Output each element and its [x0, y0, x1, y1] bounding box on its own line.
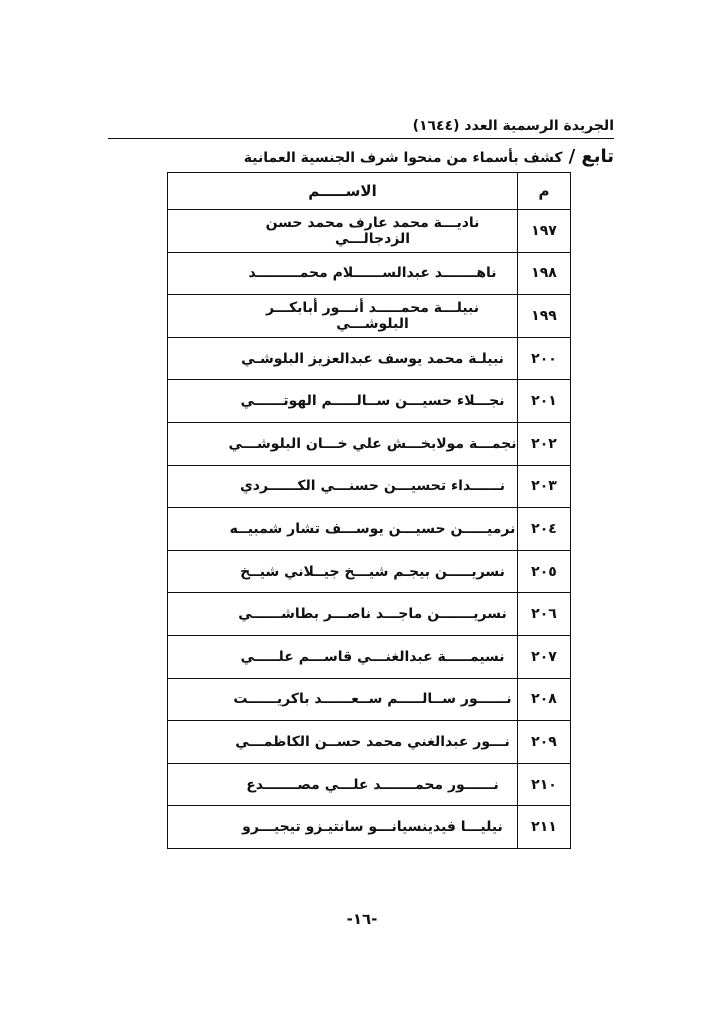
- row-number: ٢٠٩: [518, 721, 571, 764]
- row-number: ٢٠٧: [518, 635, 571, 678]
- row-name: نــــــداء تحسيـــن حسنـــي الكــــــردي: [168, 465, 518, 508]
- table-row: [168, 380, 571, 423]
- row-name: نــــــور ســالـــــم ســعــــــد باكريــــــت: [168, 678, 518, 721]
- row-name: نجمـــة مولابخـــش علي خـــان البلوشـــي: [168, 422, 518, 465]
- table-row: [168, 252, 571, 295]
- row-number: ٢١١: [518, 806, 571, 849]
- row-name: نجـــلاء حسيـــن ســالـــــم الهوتــــــي: [168, 380, 518, 423]
- row-number: ١٩٧: [518, 210, 571, 253]
- row-number: ٢٠٤: [518, 508, 571, 551]
- table-row: [168, 422, 571, 465]
- table-header-row: [168, 173, 571, 210]
- header-divider: [108, 138, 614, 139]
- row-name: نسريـــــــن ماجـــد ناصـــر بطاشــــــي: [168, 593, 518, 636]
- row-name: نيليـــا فيدينسيانـــو سانتيـزو تيجيـــرو: [168, 806, 518, 849]
- row-number: ٢٠٦: [518, 593, 571, 636]
- table-row: [168, 678, 571, 721]
- table-row: [168, 635, 571, 678]
- table-row: [168, 593, 571, 636]
- table-row: [168, 295, 571, 338]
- row-number: ٢٠١: [518, 380, 571, 423]
- table-row: [168, 508, 571, 551]
- table-row: [168, 337, 571, 380]
- header-name: الاســـــم: [168, 173, 518, 210]
- subtitle-lead: تابع /: [568, 146, 614, 167]
- names-table: [167, 172, 571, 849]
- table-row: [168, 210, 571, 253]
- header-number: م: [518, 173, 571, 210]
- table-row: [168, 550, 571, 593]
- row-name: نــــــور محمـــــــد علـــي مصـــــــدع: [168, 763, 518, 806]
- row-name: نبيلـــة محمـــــد أنـــور أبابكـــر البلوشـــي: [168, 295, 518, 338]
- row-name: نسيمـــــة عبدالغنـــي قاســـم علـــــي: [168, 635, 518, 678]
- row-name: نبيلـة محمد يوسف عبدالعزيز البلوشـي: [168, 337, 518, 380]
- row-number: ٢٠٥: [518, 550, 571, 593]
- table-row: [168, 465, 571, 508]
- row-name: نرميـــــن حسيـــن يوســـف تشار شمبيــه: [168, 508, 518, 551]
- row-number: ١٩٨: [518, 252, 571, 295]
- row-number: ١٩٩: [518, 295, 571, 338]
- subtitle-text: كشف بأسماء من منحوا شرف الجنسية العمانية: [243, 150, 563, 166]
- gazette-header-title: الجريدة الرسمية العدد (١٦٤٤): [412, 118, 614, 134]
- row-number: ٢١٠: [518, 763, 571, 806]
- row-number: ٢٠٢: [518, 422, 571, 465]
- row-name: نسريـــــن بيجـم شيـــخ جيــلاني شيــخ: [168, 550, 518, 593]
- row-name: ناهـــــــد عبدالســــــلام محمـــــــــد: [168, 252, 518, 295]
- list-subtitle: [244, 146, 614, 167]
- page-number: -١٦-: [346, 910, 378, 928]
- table-row: [168, 763, 571, 806]
- table-row: [168, 721, 571, 764]
- row-number: ٢٠٠: [518, 337, 571, 380]
- row-name: ناديـــة محمد عارف محمد حسن الزدجالـــي: [168, 210, 518, 253]
- row-number: ٢٠٣: [518, 465, 571, 508]
- table-row: [168, 806, 571, 849]
- row-name: نـــور عبدالغني محمد حســن الكاظمـــي: [168, 721, 518, 764]
- row-number: ٢٠٨: [518, 678, 571, 721]
